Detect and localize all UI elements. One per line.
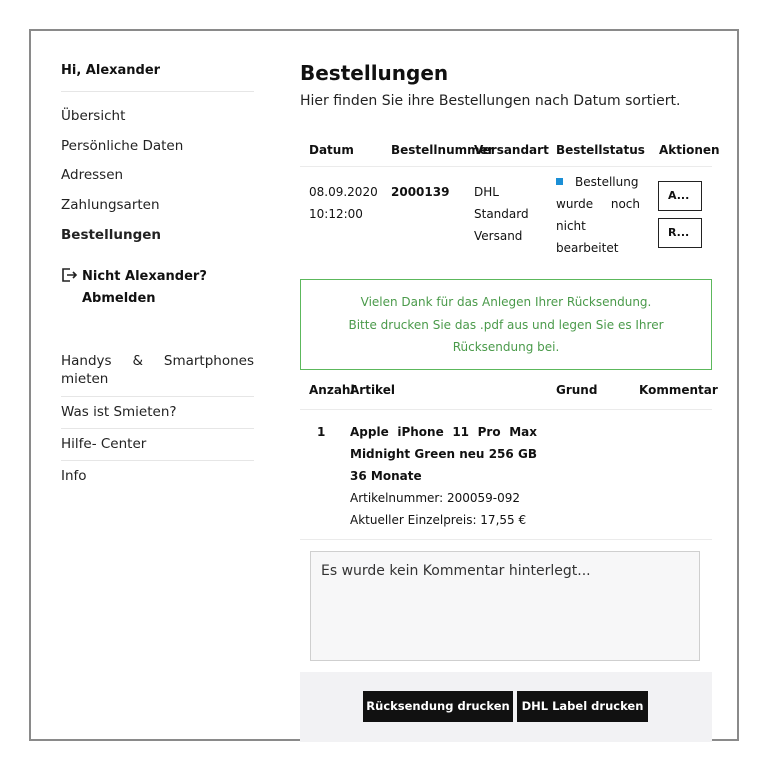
- link-what-is-smieten[interactable]: Was ist Smieten?: [61, 404, 177, 420]
- link-rent-phones[interactable]: Handys & Smartphones mieten: [61, 353, 254, 387]
- order-status: [556, 171, 640, 259]
- logout-link[interactable]: [61, 266, 207, 310]
- col-header-shipping: Versandart: [474, 143, 549, 157]
- table-divider: [300, 539, 712, 540]
- col-header-comment: Kommentar: [639, 383, 718, 397]
- nav-addresses[interactable]: Adressen: [61, 167, 124, 183]
- col-header-article: Artikel: [350, 383, 395, 397]
- page-subtitle: Hier finden Sie ihre Bestellungen nach Datum sortiert.: [300, 93, 681, 109]
- article-price: Aktueller Einzelpreis: 17,55 €: [350, 513, 527, 527]
- shipping-line: Standard: [474, 207, 529, 221]
- col-header-quantity: Anzahl: [309, 383, 355, 397]
- print-dhl-label-button[interactable]: DHL Label drucken: [517, 691, 648, 722]
- action-button-a[interactable]: A...: [658, 181, 702, 211]
- link-help-center[interactable]: Hilfe- Center: [61, 436, 147, 452]
- page-title: Bestellungen: [300, 61, 449, 85]
- link-info[interactable]: Info: [61, 468, 87, 484]
- table-divider: [300, 409, 712, 410]
- shipping-line: DHL: [474, 185, 499, 199]
- col-header-actions: Aktionen: [659, 143, 720, 157]
- order-shipping: [474, 181, 529, 247]
- logout-icon: [61, 268, 77, 282]
- nav-orders[interactable]: Bestellungen: [61, 227, 161, 243]
- comment-box[interactable]: Es wurde kein Kommentar hinterlegt...: [310, 551, 700, 661]
- nav-payment-methods[interactable]: Zahlungsarten: [61, 197, 160, 213]
- col-header-reason: Grund: [556, 383, 598, 397]
- notice-line: Vielen Dank für das Anlegen Ihrer Rücksendung.: [360, 295, 652, 309]
- table-divider: [300, 166, 712, 167]
- divider: [61, 91, 254, 92]
- success-notice: [300, 279, 712, 370]
- order-date: [309, 181, 378, 225]
- order-number: 2000139: [391, 185, 450, 199]
- shipping-line: Versand: [474, 229, 523, 243]
- print-return-button[interactable]: Rücksendung drucken: [363, 691, 513, 722]
- button-bar: [300, 672, 712, 742]
- divider: [61, 460, 254, 461]
- nav-overview[interactable]: Übersicht: [61, 108, 126, 124]
- notice-line: Bitte drucken Sie das .pdf aus und legen Sie es Ihrer Rücksendung bei.: [348, 317, 664, 354]
- account-frame: [29, 29, 739, 741]
- order-time-value: 10:12:00: [309, 207, 363, 221]
- greeting: Hi, Alexander: [61, 63, 161, 78]
- article-quantity: 1: [317, 425, 326, 439]
- order-status-text: Bestellung wurde noch nicht bearbeitet: [556, 175, 640, 255]
- logout-line1: Nicht Alexander?: [82, 269, 207, 284]
- divider: [61, 428, 254, 429]
- status-indicator-icon: [556, 178, 563, 185]
- article-details: [350, 421, 537, 531]
- article-name: Apple iPhone 11 Pro Max Midnight Green neu 256 GB 36 Monate: [350, 425, 537, 483]
- order-date-value: 08.09.2020: [309, 185, 378, 199]
- divider: [61, 396, 254, 397]
- col-header-status: Bestellstatus: [556, 143, 645, 157]
- col-header-date: Datum: [309, 143, 354, 157]
- col-header-order-number: Bestellnummer: [391, 143, 494, 157]
- nav-personal-data[interactable]: Persönliche Daten: [61, 138, 184, 154]
- article-number: Artikelnummer: 200059-092: [350, 491, 521, 505]
- action-button-r[interactable]: R...: [658, 218, 702, 248]
- logout-line2: Abmelden: [82, 291, 156, 306]
